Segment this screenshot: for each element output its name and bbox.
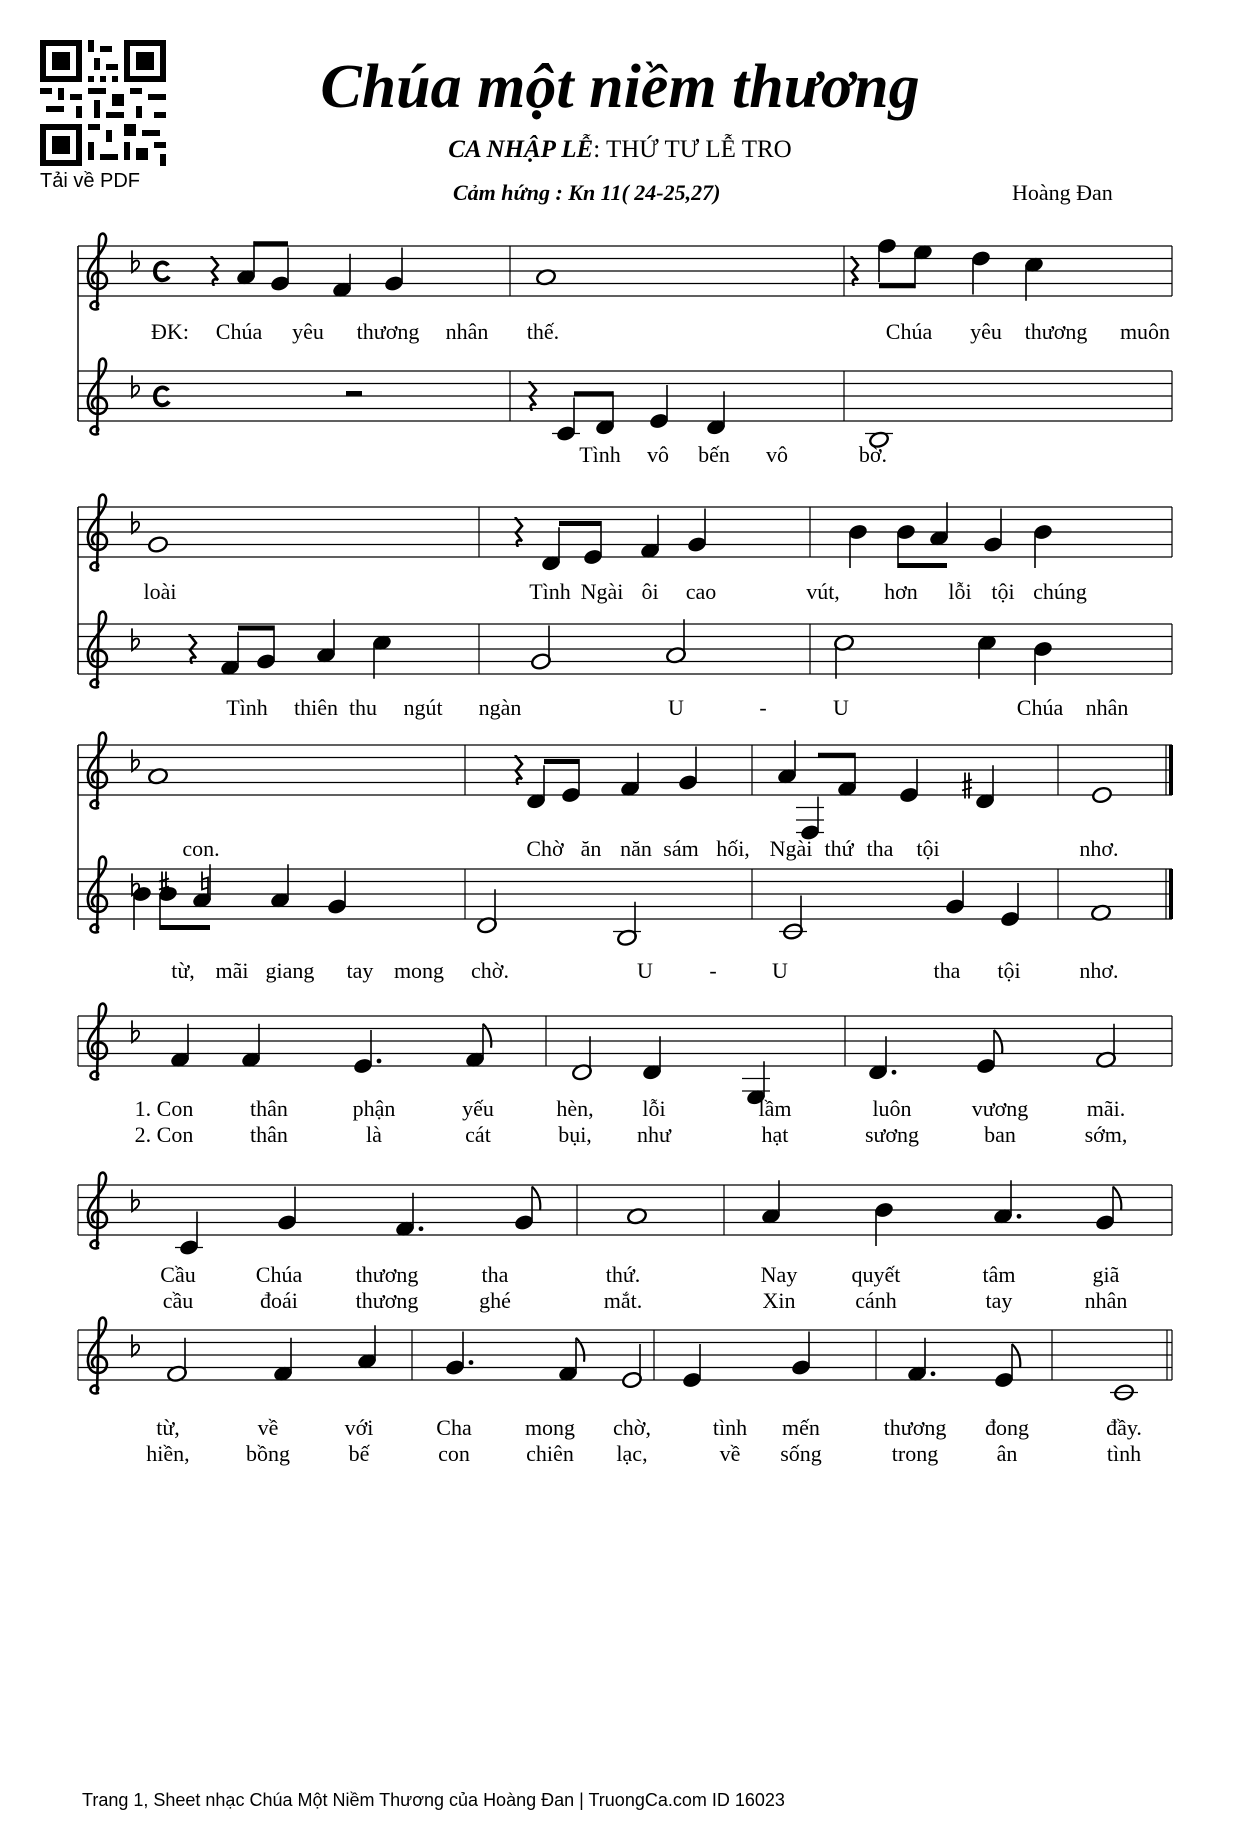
lyric-word: vô [647, 442, 669, 467]
note-beam [879, 283, 915, 288]
lyric-word: tâm [982, 1262, 1016, 1287]
lyric-word: U [637, 958, 653, 983]
download-pdf-label[interactable]: Tải về PDF [40, 170, 141, 192]
lyric-word: Cha [436, 1415, 472, 1440]
eighth-flag [994, 1030, 1002, 1054]
lyric-word: tội [997, 958, 1021, 983]
lyric-word: mắt. [603, 1288, 643, 1313]
lyric-word: như [637, 1122, 671, 1147]
lyric-word: Chúa [885, 319, 933, 344]
lyric-word: mãi [215, 958, 249, 983]
lyric-word: Cầu [160, 1262, 196, 1287]
lyric-word: mong [393, 958, 445, 983]
lyric-word: Tình [579, 442, 621, 467]
lyric-word: nhân [445, 319, 489, 344]
subtitle-bold: CA NHẬP LỄ [448, 136, 594, 163]
note-beam [898, 563, 947, 568]
lyric-word: ngàn [478, 695, 522, 720]
lyric-word: sớm, [1084, 1122, 1128, 1147]
lyric-word: về [719, 1441, 741, 1466]
staff-5 [78, 745, 1173, 919]
lyric-word: chờ. [471, 958, 509, 983]
lyric-word: - [709, 958, 717, 983]
lyric-word: thu [348, 695, 378, 720]
note-beam [254, 241, 288, 246]
lyric-word: năn [620, 836, 652, 861]
lyric-word: Chúa [1016, 695, 1064, 720]
lyric-word: lỗi [642, 1096, 666, 1121]
lyric-word: sống [780, 1441, 822, 1466]
lyric-word: muôn [1119, 319, 1171, 344]
lyric-word: lạc, [616, 1441, 648, 1466]
lyric-word: nhân [1084, 1288, 1128, 1313]
lyric-word: ăn [580, 836, 602, 861]
flat-key-signature-icon [132, 628, 139, 650]
lyric-word: tha [866, 836, 894, 861]
eighth-flag [576, 1338, 584, 1362]
lyric-word: thương [1024, 319, 1088, 344]
staff-4 [78, 624, 1172, 674]
lyric-word: bờ. [858, 442, 888, 467]
lyric-word: thân [250, 1122, 288, 1147]
lyric-word: thế. [526, 319, 560, 344]
lyric-word: tay [985, 1288, 1013, 1313]
lyric-word: sám [663, 836, 699, 861]
lyric-word: vút, [806, 579, 840, 604]
staff-6 [78, 869, 1173, 919]
lyric-word: vương [971, 1096, 1029, 1121]
lyric-word: bồng [246, 1441, 290, 1466]
lyric-word: sương [864, 1122, 920, 1147]
lyric-word: ĐK: [151, 319, 189, 344]
lyric-word: mong [524, 1415, 576, 1440]
lyric-word: trong [891, 1441, 939, 1466]
lyric-word: Nay [760, 1262, 798, 1287]
lyric-word: U [772, 958, 788, 983]
lyric-word: thân [250, 1096, 288, 1121]
lyric-word: giã [1092, 1262, 1120, 1287]
song-title: Chúa một niềm thương [320, 53, 920, 121]
note-head [147, 535, 168, 553]
lyric-word: cầu [162, 1288, 194, 1313]
lyric-word: là [366, 1122, 382, 1147]
lyric-word: về [257, 1415, 279, 1440]
lyric-word: chờ, [613, 1415, 651, 1440]
lyric-word: tha [481, 1262, 509, 1287]
lyric-word: Chờ [526, 836, 564, 861]
flat-key-signature-icon [132, 1334, 139, 1356]
lyric-word: hối, [716, 836, 750, 861]
note-beam [238, 626, 274, 631]
lyric-word: thương [355, 1262, 419, 1287]
lyric-word: thương [355, 1288, 419, 1313]
lyric-word: tay [346, 958, 374, 983]
note-beam [160, 925, 210, 930]
lyric-word: tội [916, 836, 940, 861]
lyric-word: đoái [260, 1288, 298, 1313]
staff-9 [78, 1330, 1172, 1380]
lyric-word: U [833, 695, 849, 720]
lyric-word: bụi, [558, 1122, 592, 1147]
composer-name: Hoàng Đan [1012, 180, 1113, 205]
lyric-word: ôi [641, 579, 659, 604]
lyric-word: yêu [292, 319, 324, 344]
lyric-word: 2. Con [134, 1122, 194, 1147]
note-beam [574, 391, 613, 396]
lyric-word: ban [984, 1122, 1016, 1147]
lyric-word: Ngài [769, 836, 813, 861]
lyric-word: nhơ. [1079, 958, 1119, 983]
lyric-word: chúng [1033, 579, 1087, 604]
lyric-word: hơn [884, 579, 918, 604]
lyric-word: thương [883, 1415, 947, 1440]
lyric-word: con. [182, 836, 220, 861]
lyric-word: thứ. [605, 1262, 641, 1287]
lyric-word: - [759, 695, 767, 720]
flat-key-signature-icon [132, 511, 139, 533]
lyric-word: Chúa [215, 319, 263, 344]
lyric-word: cánh [855, 1288, 897, 1313]
lyric-word: chiên [526, 1441, 574, 1466]
lyric-word: Tình [226, 695, 268, 720]
subtitle-rest: : THỨ TƯ LỄ TRO [593, 136, 792, 163]
eighth-flag [1012, 1344, 1020, 1368]
lyric-word: Xin [762, 1288, 796, 1313]
lyric-word: đong [985, 1415, 1029, 1440]
lyric-word: vô [766, 442, 788, 467]
lyric-word: nhơ. [1079, 836, 1119, 861]
flat-key-signature-icon [132, 1020, 139, 1042]
lyric-word: con [438, 1441, 470, 1466]
lyric-word: giang [265, 958, 315, 983]
lyric-word: yếu [462, 1096, 494, 1121]
scripture-inspiration: Cảm hứng : Kn 11( 24-25,27) [453, 180, 721, 205]
lyric-word: đầy. [1106, 1415, 1142, 1440]
lyric-word: mãi. [1086, 1096, 1126, 1121]
lyric-word: bế [348, 1441, 370, 1466]
lyric-word: quyết [851, 1262, 901, 1287]
lyric-word: Tình [529, 579, 571, 604]
flat-key-signature-icon [132, 250, 139, 272]
lyric-word: với [344, 1415, 374, 1440]
lyric-word: cao [685, 579, 717, 604]
lyric-word: cát [465, 1122, 491, 1147]
lyric-word: hèn, [556, 1096, 594, 1121]
note-beam [559, 521, 601, 526]
lyric-word: thương [356, 319, 420, 344]
lyric-word: hạt [761, 1122, 789, 1147]
note-beam [818, 753, 855, 758]
lyric-word: lỗi [948, 579, 972, 604]
lyric-word: luôn [872, 1096, 912, 1121]
eighth-flag [532, 1187, 540, 1211]
lyric-word: tình [1106, 1441, 1142, 1466]
staff-2 [78, 371, 1172, 421]
lyric-word: mến [782, 1415, 820, 1440]
lyric-word: Chúa [255, 1262, 303, 1287]
flat-key-signature-icon [132, 1189, 139, 1211]
note-head [1091, 786, 1112, 804]
note-beam [544, 759, 579, 764]
eighth-flag [483, 1024, 491, 1048]
staff-7 [78, 1016, 1172, 1066]
lyric-word: ghé [479, 1288, 511, 1313]
lyric-word: hiền, [146, 1441, 190, 1466]
lyric-word: loài [143, 579, 177, 604]
lyric-word: thiên [294, 695, 338, 720]
flat-key-signature-icon [132, 749, 139, 771]
lyric-word: Ngài [580, 579, 624, 604]
lyric-word: ân [996, 1441, 1018, 1466]
lyric-word: tình [712, 1415, 748, 1440]
lyric-word: U [668, 695, 684, 720]
lyric-word: bến [698, 442, 730, 467]
lyric-word: ngút [403, 695, 443, 720]
whole-rest [346, 391, 362, 396]
lyric-word: thứ [824, 836, 854, 861]
flat-key-signature-icon [132, 375, 139, 397]
lyric-word: phận [352, 1096, 396, 1121]
eighth-flag [1113, 1187, 1121, 1211]
lyric-word: từ, [156, 1415, 180, 1440]
lyric-word: tội [991, 579, 1015, 604]
lyric-word: tha [933, 958, 961, 983]
page-footer: Trang 1, Sheet nhạc Chúa Một Niềm Thương của Hoàng Đan | TruongCa.com ID 16023 [82, 1790, 785, 1810]
lyric-word: lầm [758, 1096, 792, 1121]
lyric-word: 1. Con [134, 1096, 194, 1121]
lyric-word: từ, [171, 958, 195, 983]
lyric-word: yêu [970, 319, 1002, 344]
lyric-word: nhân [1085, 695, 1129, 720]
